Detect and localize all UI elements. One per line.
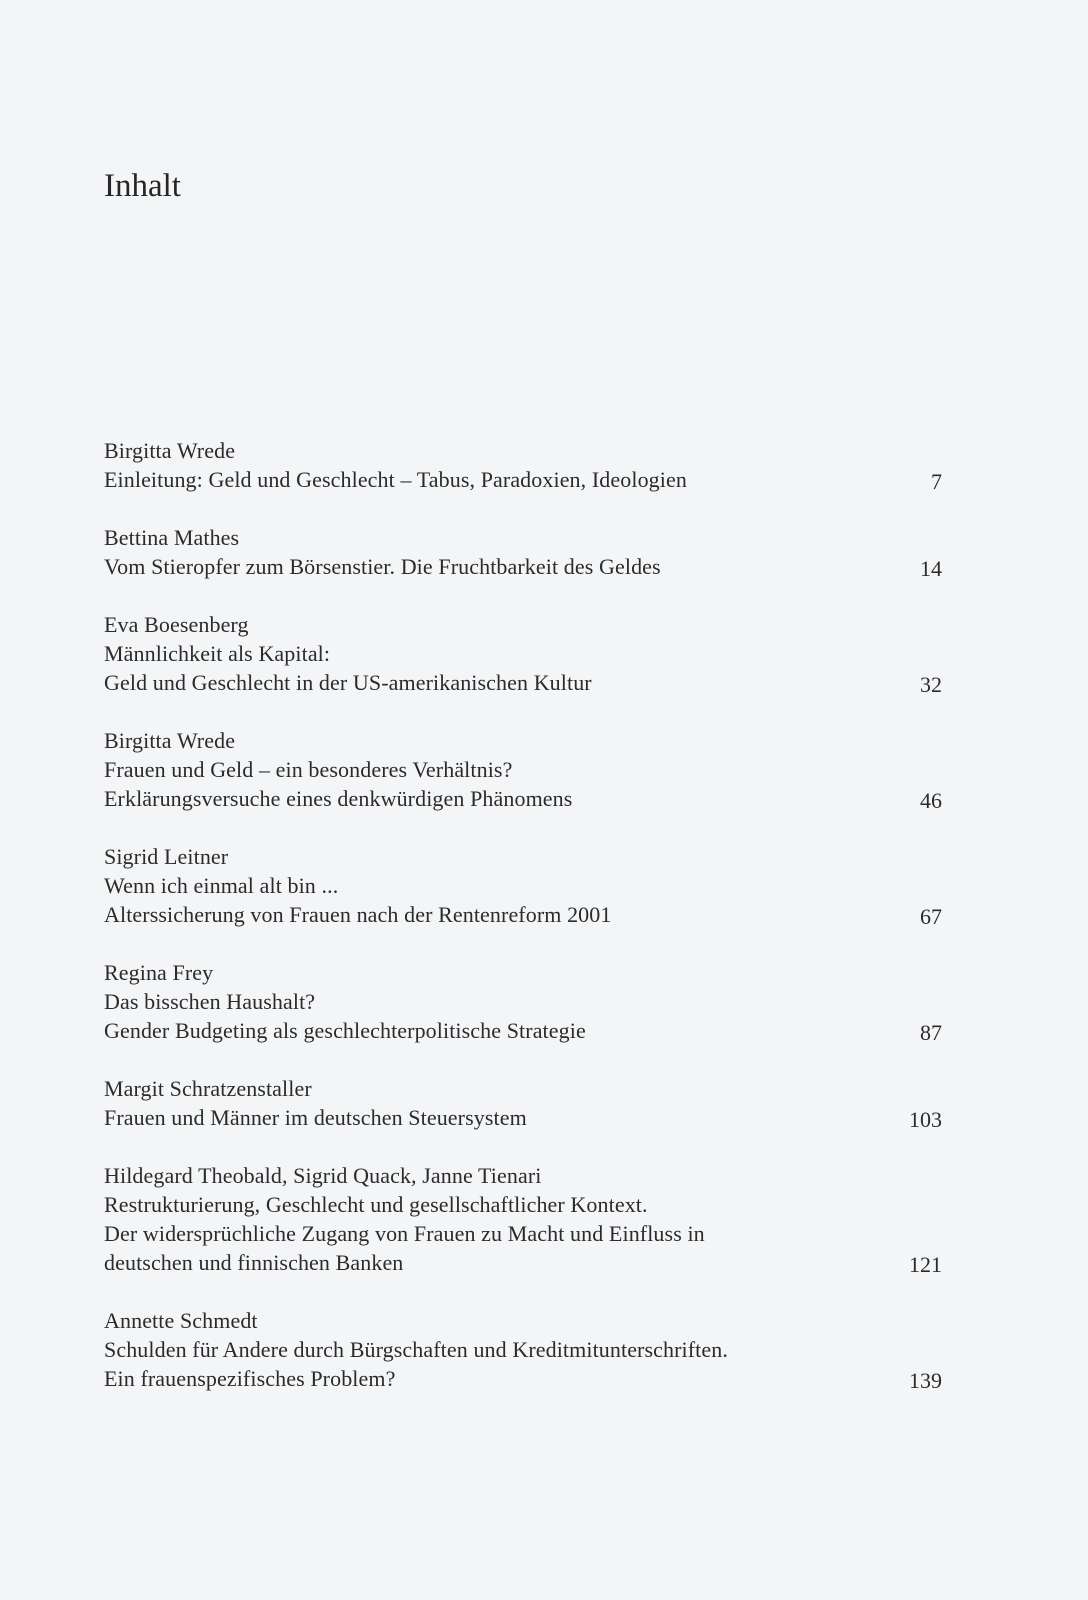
toc-entry-author: Regina Frey xyxy=(104,960,214,985)
toc-entry-author: Birgitta Wrede xyxy=(104,728,236,753)
toc-entry-title-line: Ein frauenspezifisches Problem? xyxy=(104,1366,396,1391)
toc-entry-last-line xyxy=(104,1248,944,1277)
toc-entry-title-line: Der widersprüchliche Zugang von Frauen zu Macht und Einfluss in xyxy=(104,1221,705,1246)
toc-entry-title-line: Restrukturierung, Geschlecht und gesellschaftlicher Kontext. xyxy=(104,1192,648,1217)
toc-entry-author: Hildegard Theobald, Sigrid Quack, Janne Tienari xyxy=(104,1163,542,1188)
toc-entry-last-line xyxy=(104,668,944,697)
toc-entry xyxy=(104,1306,944,1393)
toc-entry-page-number: 103 xyxy=(909,1107,942,1132)
toc-entry-title-line: Vom Stieropfer zum Börsenstier. Die Fruchtbarkeit des Geldes xyxy=(104,554,661,579)
toc-entry xyxy=(104,958,944,1045)
toc-entry xyxy=(104,726,944,813)
toc-entry-page-number: 46 xyxy=(920,788,942,813)
toc-entry-author: Annette Schmedt xyxy=(104,1308,258,1333)
toc-entry-title-line: Schulden für Andere durch Bürgschaften und Kreditmitunterschriften. xyxy=(104,1337,728,1362)
toc-entry-last-line xyxy=(104,1016,944,1045)
toc-entry-page-number: 14 xyxy=(920,556,942,581)
toc-entry xyxy=(104,610,944,697)
toc-entry xyxy=(104,523,944,581)
toc-entry-title-line: Das bisschen Haushalt? xyxy=(104,989,316,1014)
toc-entry-author: Sigrid Leitner xyxy=(104,844,229,869)
toc-entry xyxy=(104,436,944,494)
toc-entry-last-line xyxy=(104,1103,944,1132)
toc-entry-last-line xyxy=(104,552,944,581)
toc-entry-title-line: Männlichkeit als Kapital: xyxy=(104,641,331,666)
toc-entry-title-line: Frauen und Geld – ein besonderes Verhältnis? xyxy=(104,757,513,782)
toc-entry xyxy=(104,1074,944,1132)
page-title: Inhalt xyxy=(104,168,181,204)
toc-entry-title-line: Erklärungsversuche eines denkwürdigen Phänomens xyxy=(104,786,573,811)
toc-entry-last-line xyxy=(104,1364,944,1393)
toc-entry-page-number: 67 xyxy=(920,904,942,929)
toc-entry-author: Bettina Mathes xyxy=(104,525,240,550)
toc-entry-last-line xyxy=(104,900,944,929)
toc-entry-page-number: 139 xyxy=(909,1368,942,1393)
toc-entry-page-number: 87 xyxy=(920,1020,942,1045)
toc-entry-author: Birgitta Wrede xyxy=(104,438,236,463)
toc-entry-page-number: 32 xyxy=(920,672,942,697)
toc-entry-author: Eva Boesenberg xyxy=(104,612,249,637)
toc-entry-last-line xyxy=(104,465,944,494)
toc-entry-title-line: Alterssicherung von Frauen nach der Rentenreform 2001 xyxy=(104,902,612,927)
toc-entry-title-line: Geld und Geschlecht in der US-amerikanischen Kultur xyxy=(104,670,592,695)
toc-entry-title-line: deutschen und finnischen Banken xyxy=(104,1250,404,1275)
toc-entry-title-line: Wenn ich einmal alt bin ... xyxy=(104,873,339,898)
toc-entry-title-line: Gender Budgeting als geschlechterpolitische Strategie xyxy=(104,1018,586,1043)
toc-entry-page-number: 7 xyxy=(931,469,942,494)
toc-entry-title-line: Frauen und Männer im deutschen Steuersystem xyxy=(104,1105,527,1130)
toc-entry-page-number: 121 xyxy=(909,1252,942,1277)
toc-entry-author: Margit Schratzenstaller xyxy=(104,1076,312,1101)
toc-entry xyxy=(104,842,944,929)
toc-entry-title-line: Einleitung: Geld und Geschlecht – Tabus, Paradoxien, Ideologien xyxy=(104,467,687,492)
toc-entry-last-line xyxy=(104,784,944,813)
toc-entry xyxy=(104,1161,944,1277)
